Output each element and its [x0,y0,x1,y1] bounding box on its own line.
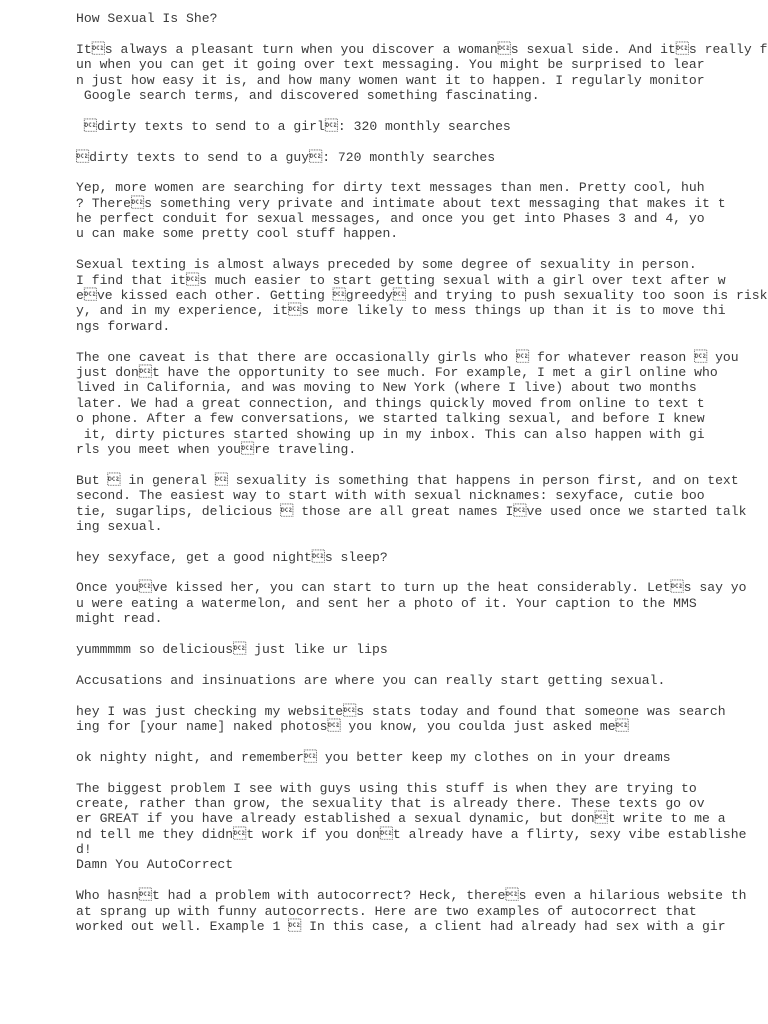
blank-line [76,26,736,41]
text-line: yummmmm so delicious just like ur lips [76,642,388,658]
blank-line [76,734,736,749]
text-line: Yep, more women are searching for dirty text messages than men. Pretty cool, huh [76,180,705,196]
text-line: just dont have the opportunity to see much. For example, I met a girl online who [76,364,718,380]
text-line: tie, sugarlips, delicious  those are all great names Ive used once we started talk [76,503,747,519]
text-line: later. We had a great connection, and things quickly moved from online to text t [76,395,705,411]
text-line: u can make some pretty cool stuff happen. [76,226,399,242]
text-line: ing for [your name] naked photos you know, you coulda just asked me [76,718,629,734]
document-title: How Sexual Is She? [76,11,218,26]
text-line: Its always a pleasant turn when you discover a womans sexual side. And its really f [76,41,768,57]
text-line: y, and in my experience, its more likely to mess things up than it is to move thi [76,303,726,319]
document-page [76,11,768,935]
text-line: Sexual texting is almost always preceded by some degree of sexuality in person. [76,257,697,273]
text-line: Accusations and insinuations are where you can really start getting sexual. [76,672,666,688]
blank-line [76,134,736,149]
text-line: rls you meet when youre traveling. [76,441,357,457]
blank-line [76,103,736,118]
text-line: Google search terms, and discovered something fascinating. [76,87,540,103]
text-line: dirty texts to send to a guy: 720 monthly searches [76,149,496,165]
text-line: hey sexyface, get a good nights sleep? [76,549,388,565]
text-line: worked out well. Example 1  In this case, a client had already had sex with a gir [76,919,726,935]
text-line: eve kissed each other. Getting greedy and trying to push sexuality too soon is risk [76,288,768,304]
text-line: ing sexual. [76,518,163,534]
blank-line [76,165,736,180]
text-line: might read. [76,611,163,627]
blank-line [76,627,736,642]
blank-line [76,765,736,780]
text-line: But  in general  sexuality is something that happens in person first, and on text [76,472,739,488]
text-line: hey I was just checking my websites stats today and found that someone was search [76,703,726,719]
blank-line [76,873,736,888]
text-line: The one caveat is that there are occasionally girls who  for whatever reason  you [76,349,739,365]
text-line: o phone. After a few conversations, we started talking sexual, and before I knew [76,411,705,427]
section-heading: Damn You AutoCorrect [76,857,234,873]
blank-line [76,534,736,549]
text-line: ? Theres something very private and intimate about text messaging that makes it t [76,195,726,211]
text-line: d! [76,842,92,858]
text-line: he perfect conduit for sexual messages, and once you get into Phases 3 and 4, yo [76,211,705,227]
text-line: The biggest problem I see with guys using this stuff is when they are trying to [76,780,697,796]
text-line: ngs forward. [76,318,171,334]
text-line: un when you can get it going over text messaging. You might be surprised to lear [76,57,705,73]
text-line: nd tell me they didnt work if you dont already have a flirty, sexy vibe establishe [76,826,747,842]
text-line: Who hasnt had a problem with autocorrect? Heck, theres even a hilarious website th [76,888,747,904]
text-line: create, rather than grow, the sexuality that is already there. These texts go ov [76,795,705,811]
text-line: dirty texts to send to a girl: 320 monthly searches [76,118,511,134]
text-line: n just how easy it is, and how many women want it to happen. I regularly monitor [76,72,705,88]
text-line: second. The easiest way to start with with sexual nicknames: sexyface, cutie boo [76,488,705,504]
text-line: I find that its much easier to start getting sexual with a girl over text after w [76,272,726,288]
blank-line [76,565,736,580]
blank-line [76,457,736,472]
blank-line [76,334,736,349]
text-line: er GREAT if you have already established a sexual dynamic, but dont write to me a [76,811,726,827]
blank-line [76,657,736,672]
text-line: it, dirty pictures started showing up in my inbox. This can also happen with gi [76,426,705,442]
text-line: at sprang up with funny autocorrects. Here are two examples of autocorrect that [76,903,697,919]
text-line: ok nighty night, and remember you better keep my clothes on in your dreams [76,749,671,765]
text-line: u were eating a watermelon, and sent her a photo of it. Your caption to the MMS [76,595,697,611]
blank-line [76,242,736,257]
blank-line [76,688,736,703]
text-line: lived in California, and was moving to New York (where I live) about two months [76,380,697,396]
text-line: Once youve kissed her, you can start to turn up the heat considerably. Lets say yo [76,580,747,596]
